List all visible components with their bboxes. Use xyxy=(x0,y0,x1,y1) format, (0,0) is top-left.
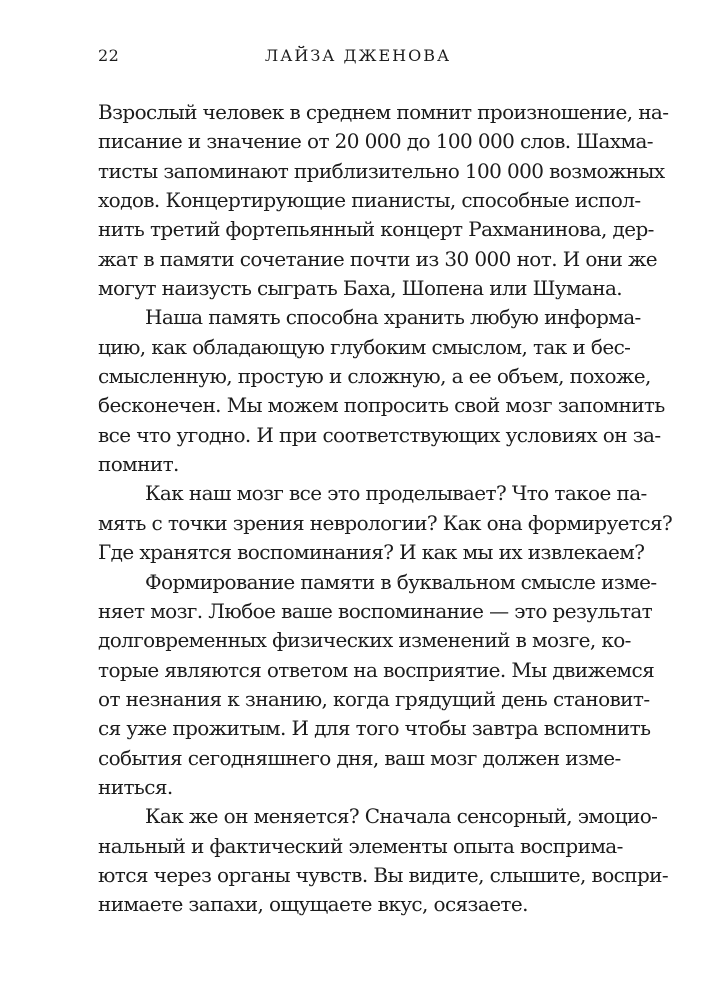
text-line: Как же он меняется? Сначала сенсорный, эмоцио- xyxy=(145,804,658,829)
text-line: бесконечен. Мы можем попросить свой мозг запомнить xyxy=(98,393,665,418)
text-line: помнит. xyxy=(98,452,179,477)
text-line: няет мозг. Любое ваше воспоминание — это результат xyxy=(98,598,653,623)
text-line: ходов. Концертирующие пианисты, способные испол- xyxy=(98,188,641,213)
text-line: Где хранятся воспоминания? И как мы их извлекаем? xyxy=(98,540,645,565)
text-line: цию, как обладающую глубоким смыслом, так и бес- xyxy=(98,334,631,359)
text-line: тисты запоминают приблизительно 100 000 возможных xyxy=(98,158,665,183)
text-line: ся уже прожитым. И для того чтобы завтра вспомнить xyxy=(98,716,651,741)
text-line: смысленную, простую и сложную, а ее объем, похоже, xyxy=(98,364,651,389)
paragraph xyxy=(98,802,669,919)
text-line: все что угодно. И при соответствующих условиях он за- xyxy=(98,422,661,447)
paragraph xyxy=(98,303,665,479)
text-line: ниться. xyxy=(98,774,173,799)
running-head: ЛАЙЗА ДЖЕНОВА xyxy=(264,46,452,65)
text-line: писание и значение от 20 000 до 100 000 слов. Шахма- xyxy=(98,129,653,154)
text-line: события сегодняшнего дня, ваш мозг должен изме- xyxy=(98,745,621,770)
paragraph xyxy=(98,98,669,303)
text-line: торые являются ответом на восприятие. Мы движемся xyxy=(98,657,655,682)
page-number: 22 xyxy=(98,46,120,65)
text-line: долговременных физических изменений в мозге, ко- xyxy=(98,628,631,653)
body-text xyxy=(98,98,673,920)
text-line: могут наизусть сыграть Баха, Шопена или Шумана. xyxy=(98,276,623,301)
text-line: нальный и фактический элементы опыта восприма- xyxy=(98,833,623,858)
text-line: ются через органы чувств. Вы видите, слышите, воспри- xyxy=(98,862,669,887)
paragraph xyxy=(98,479,673,567)
text-line: жат в памяти сочетание почти из 30 000 нот. И они же xyxy=(98,246,658,271)
text-line: Формирование памяти в буквальном смысле изме- xyxy=(145,569,657,594)
text-line: Наша память способна хранить любую информа- xyxy=(145,305,641,330)
text-line: Как наш мозг все это проделывает? Что такое па- xyxy=(145,481,647,506)
text-line: от незнания к знанию, когда грядущий день становит- xyxy=(98,686,650,711)
text-line: мять с точки зрения неврологии? Как она формируется? xyxy=(98,510,673,535)
paragraph xyxy=(98,568,657,803)
text-line: Взрослый человек в среднем помнит произношение, на- xyxy=(98,100,669,124)
text-line: нить третий фортепьянный концерт Рахманинова, дер- xyxy=(98,217,654,242)
text-line: нимаете запахи, ощущаете вкус, осязаете. xyxy=(98,892,528,917)
